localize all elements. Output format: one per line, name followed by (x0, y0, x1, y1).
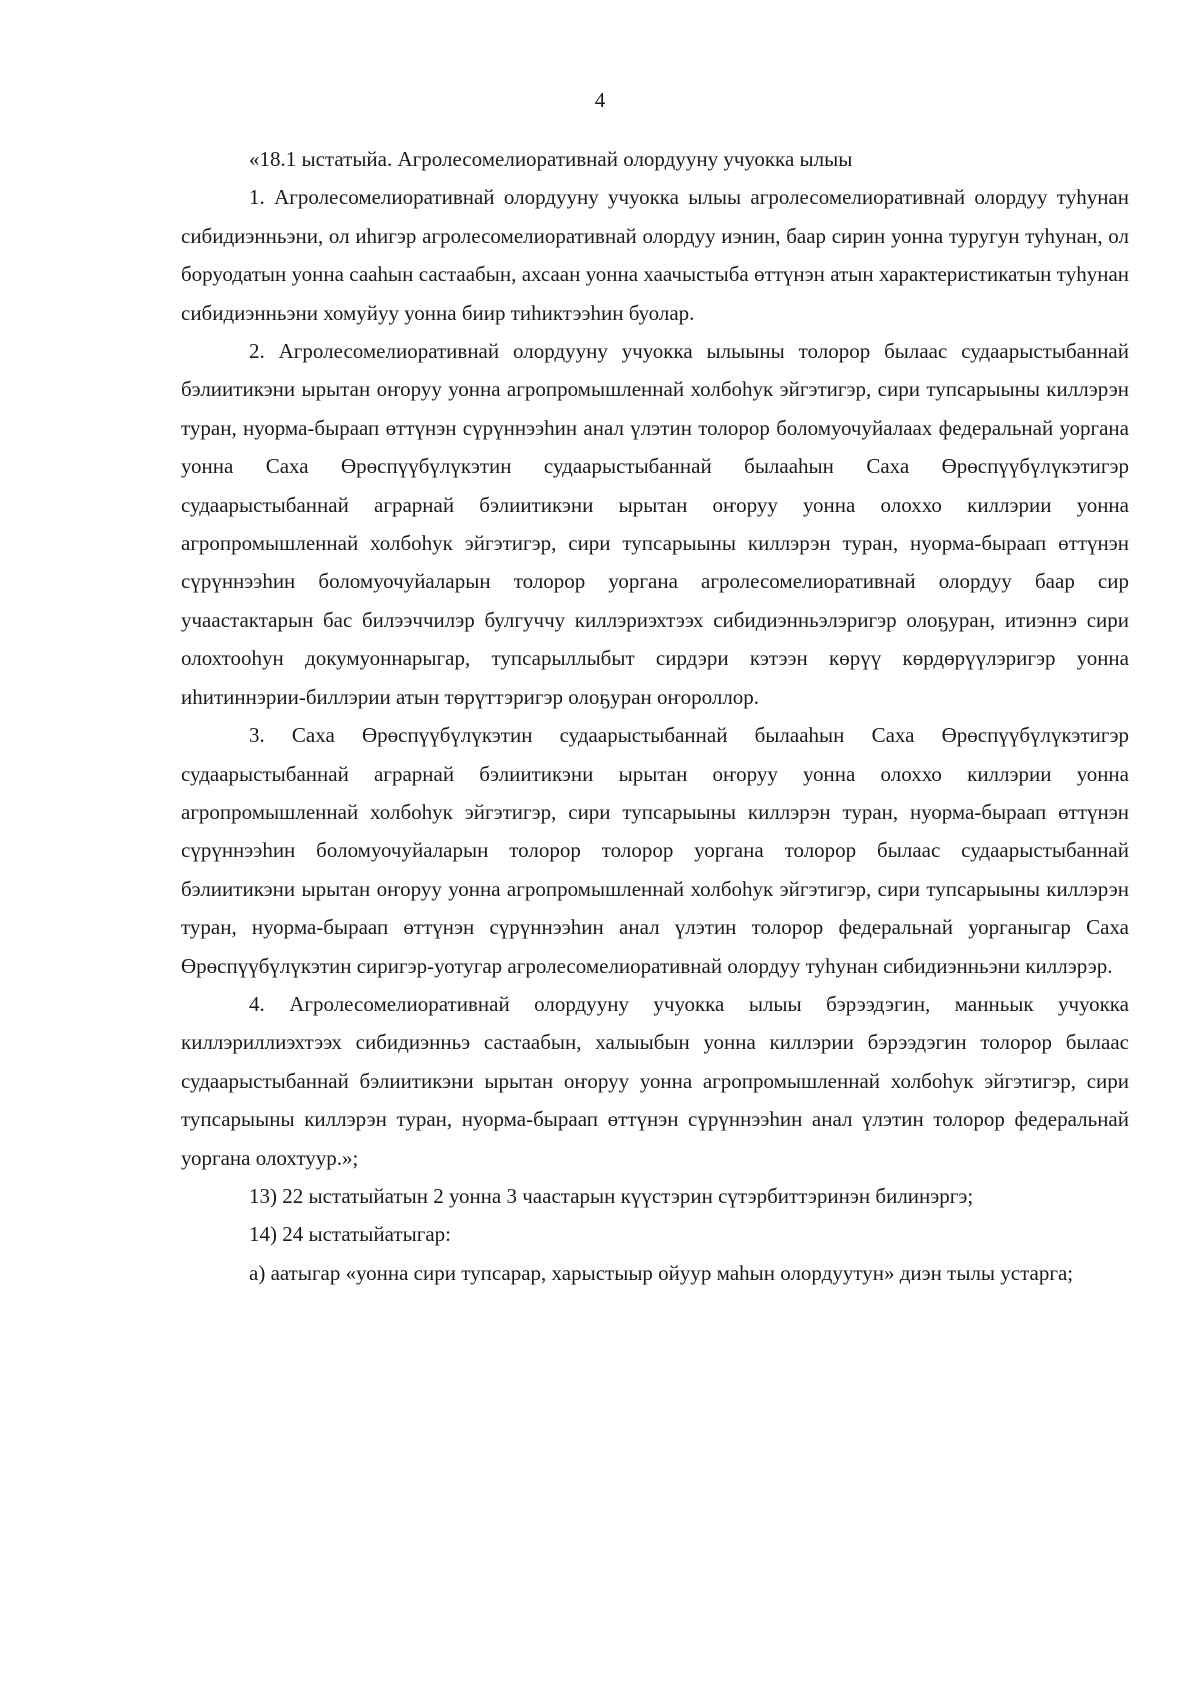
list-item-13: 13) 22 ыстатыйатын 2 уонна 3 чаастарын күүстэрин сүтэрбиттэринэн билинэргэ; (249, 1183, 974, 1208)
paragraph-3: 3. Саха Өрөспүүбүлүкэтин судаарыстыбаннай былааһын Саха Өрөспүүбүлүкэтигэр судаарыстыбаннай аграрнай бэлиитикэни ырытан оҥоруу уонна олоххо киллэрии уонна агропромышленнай холбоһук эйгэтигэр, сири тупсарыыны киллэрэн туран, нуорма-быраап өттүнэн сүрүннээһин боломуочуйаларын толорор толорор уоргана толорор былаас судаарыстыбаннай бэлиитикэни ырытан оҥоруу уонна агропромышленнай холбоһук эйгэтигэр, сири тупсарыыны киллэрэн туран, нуорма-быраап өттүнэн сүрүннээһин анал үлэтин толорор федеральнай уорганыгар Саха Өрөспүүбүлүкэтин сиригэр-уотугар агролесомелиоративнай олордуу туһунан сибидиэнньэни киллэрэр. (181, 723, 1129, 978)
page-number: 4 (594, 88, 606, 112)
list-item-14: 14) 24 ыстатыйатыгар: (249, 1222, 451, 1247)
paragraph-1: 1. Агролесомелиоративнай олордууну учуокка ылыы агролесомелиоративнай олордуу туһунан сибидиэнньэни, ол иһигэр агролесомелиоративнай олордуу иэнин, баар сирин уонна туругун туһунан, ол боруодатын уонна сааһын састаабын, ахсаан уонна хаачыстыба өттүнэн атын характеристикатын туһунан сибидиэнньэни хомуйуу уонна биир тиһиктээһин буолар. (181, 185, 1129, 325)
article-title: «18.1 ыстатыйа. Агролесомелиоративнай олордууну учуокка ылыы (249, 147, 853, 171)
paragraph-2: 2. Агролесомелиоративнай олордууну учуокка ылыыны толорор былаас судаарыстыбаннай бэлиитикэни ырытан оҥоруу уонна агропромышленнай холбоһук эйгэтигэр, сири тупсарыыны киллэрэн туран, нуорма-быраап өттүнэн сүрүннээһин анал үлэтин толорор боломуочуйалаах федеральнай уоргана уонна Саха Өрөспүүбүлүкэтин судаарыстыбаннай былааһын Саха Өрөспүүбүлүкэтигэр судаарыстыбаннай аграрнай бэлиитикэни ырытан оҥоруу уонна олоххо киллэрии уонна агропромышленнай холбоһук эйгэтигэр, сири тупсарыыны киллэрэн туран, нуорма-быраап өттүнэн сүрүннээһин боломуочуйаларын толорор уоргана агролесомелиоративнай олордуу баар сир учаастактарын бас билээччилэр булгуччу киллэриэхтээх сибидиэнньэлэригэр олоҕуран, итиэннэ сири олохтооһун докумуоннарыгар, тупсарыллыбыт сирдэри кэтээн көрүү көрдөрүүлэригэр уонна иһитиннэрии-биллэрии атын төрүттэригэр олоҕуран оҥороллор. (181, 339, 1129, 709)
document-body (181, 140, 1129, 1292)
sub-item-a: а) аатыгар «уонна сири тупсарар, харыстыыр ойуур маһын олордуутун» диэн тылы устарга; (249, 1260, 1074, 1285)
paragraph-4: 4. Агролесомелиоративнай олордууну учуокка ылыы бэрээдэгин, манньык учуокка киллэриллиэхтээх сибидиэнньэ састаабын, халыыбын уонна киллэрии бэрээдэгин толорор былаас судаарыстыбаннай бэлиитикэни ырытан оҥоруу уонна агропромышленнай холбоһук эйгэтигэр, сири тупсарыыны киллэрэн туран, нуорма-быраап өттүнэн сүрүннээһин анал үлэтин толорор федеральнай уоргана олохтуур.»; (181, 991, 1129, 1170)
